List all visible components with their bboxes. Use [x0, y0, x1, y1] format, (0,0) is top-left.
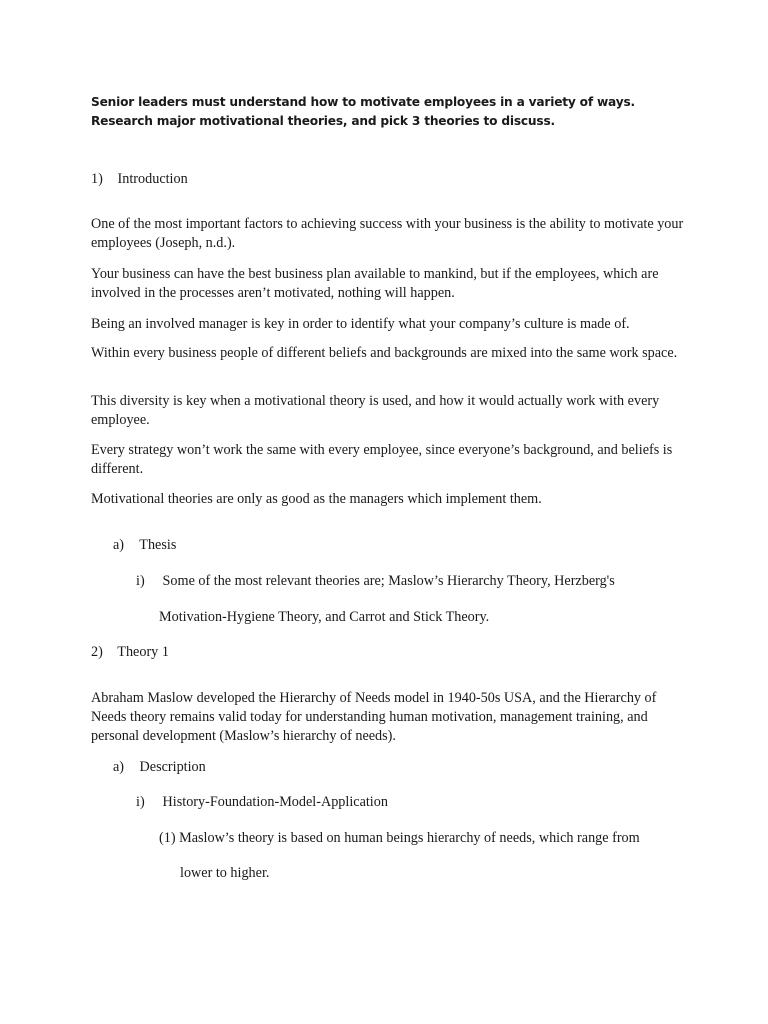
thesis-title: Thesis — [139, 537, 177, 553]
intro-paragraph-3: Being an involved manager is key in order to identify what your company’s culture is made of. — [91, 316, 630, 332]
intro-paragraph-1: One of the most important factors to achieving success with your business is the ability to motivate your employees (Joseph, n.d.). — [91, 216, 684, 251]
intro-paragraph-5: This diversity is key when a motivational theory is used, and how it would actually work with every employee. — [91, 393, 660, 428]
description-subitem-number: (1) — [159, 830, 176, 846]
section-1-number: 1) — [91, 171, 103, 187]
theory-1-paragraph: Abraham Maslow developed the Hierarchy of Needs model in 1940-50s USA, and the Hierarchy of Needs theory remains valid today for understanding human motivation, management training, and personal development (Maslow’s hierarchy of needs). — [91, 690, 657, 744]
assignment-prompt: Senior leaders must understand how to motivate employees in a variety of ways. Research major motivational theories, and pick 3 theories to discuss. — [91, 95, 635, 128]
intro-paragraph-4: Within every business people of different beliefs and backgrounds are mixed into the same work space. — [91, 345, 678, 361]
description-title: Description — [139, 759, 206, 775]
description-number: a) — [113, 759, 125, 775]
section-1-heading — [91, 170, 188, 189]
thesis-item-line-2: Motivation-Hygiene Theory, and Carrot and Stick Theory. — [159, 609, 490, 625]
thesis-number: a) — [113, 537, 125, 553]
thesis-item-text-1: Some of the most relevant theories are; Maslow’s Hierarchy Theory, Herzberg's — [162, 573, 615, 589]
section-2-number: 2) — [91, 644, 103, 660]
description-subitem-line-1 — [159, 829, 640, 848]
thesis-heading — [113, 536, 176, 555]
description-item — [136, 793, 388, 812]
description-subitem-text-1: Maslow’s theory is based on human beings hierarchy of needs, which range from — [179, 830, 640, 846]
intro-paragraph-2: Your business can have the best business plan available to mankind, but if the employees, which are involved in the processes aren’t motivated, nothing will happen. — [91, 266, 659, 301]
section-2-title: Theory 1 — [117, 644, 169, 660]
section-1-title: Introduction — [117, 171, 188, 187]
description-item-number: i) — [136, 794, 145, 810]
thesis-item-line-1 — [136, 572, 615, 591]
intro-paragraph-7: Motivational theories are only as good as the managers which implement them. — [91, 491, 542, 507]
intro-paragraph-6: Every strategy won’t work the same with every employee, since everyone’s background, and beliefs is different. — [91, 442, 673, 477]
section-2-heading — [91, 643, 169, 662]
thesis-item-number: i) — [136, 573, 145, 589]
description-item-title: History-Foundation-Model-Application — [162, 794, 388, 810]
description-heading — [113, 758, 206, 777]
description-subitem-line-2: lower to higher. — [180, 865, 270, 881]
